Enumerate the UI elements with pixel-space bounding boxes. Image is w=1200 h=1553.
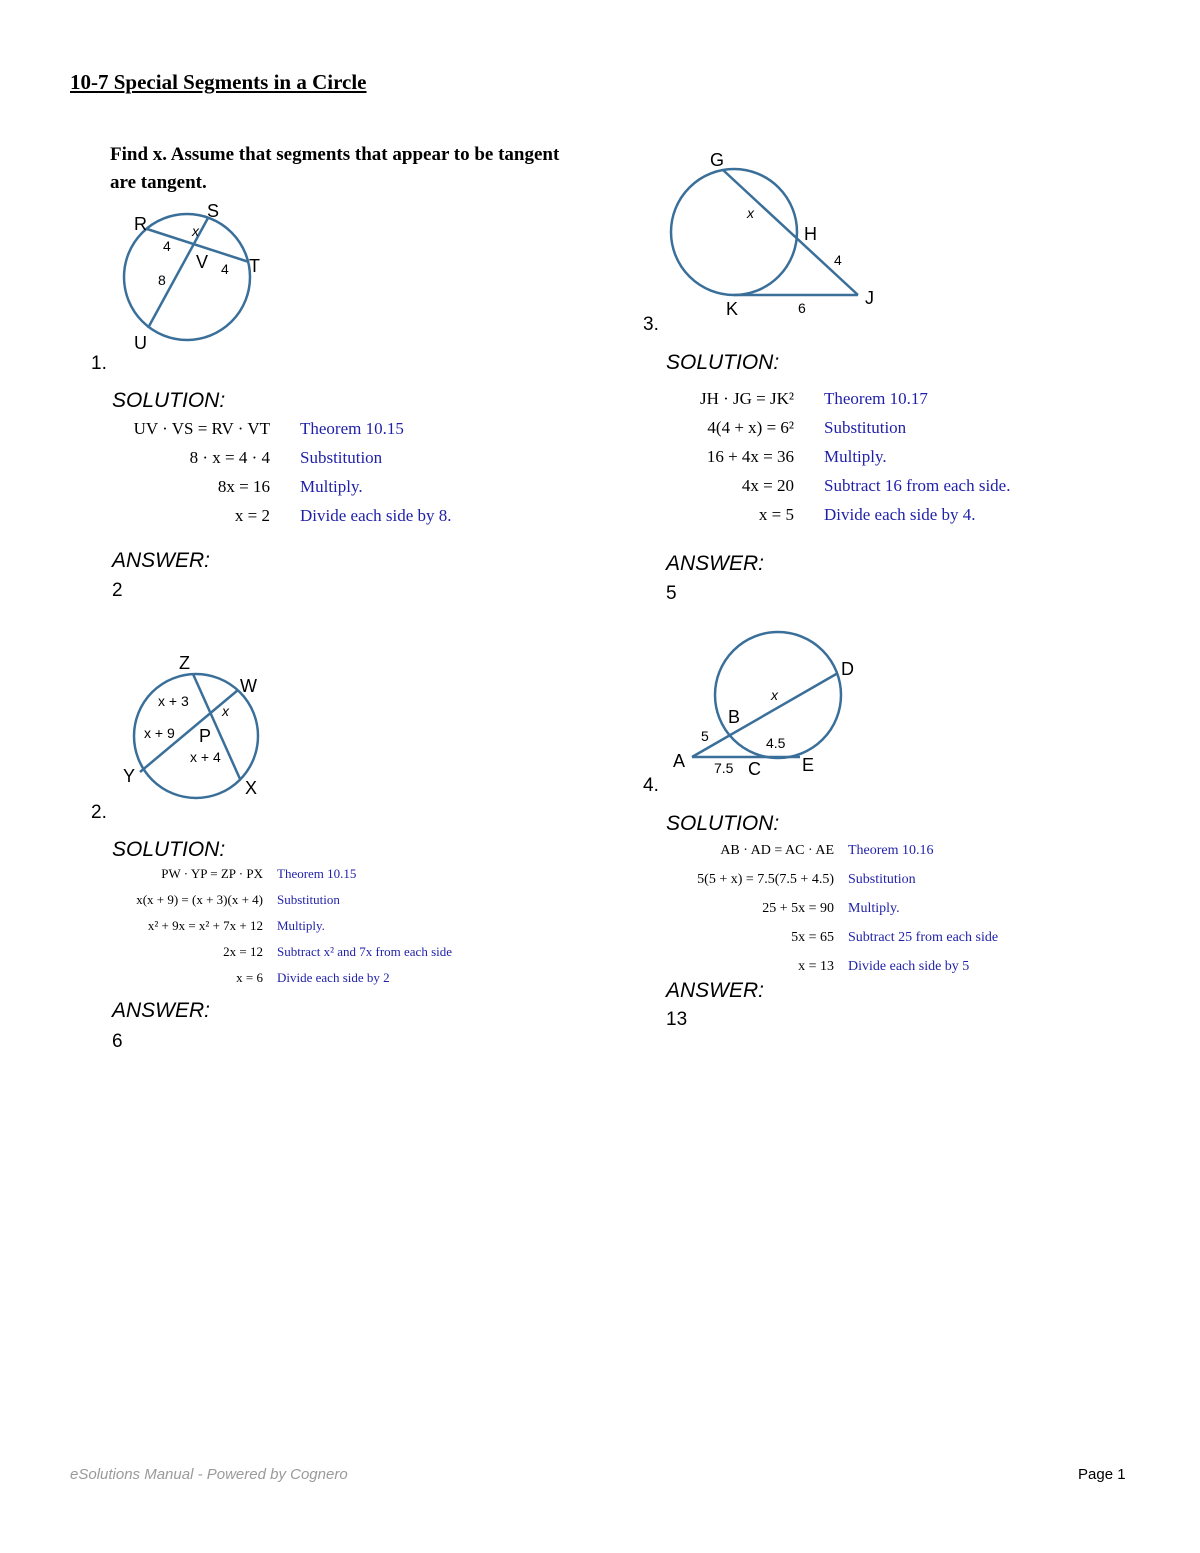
- step-row: [664, 952, 998, 981]
- step-reason: Theorem 10.16: [848, 842, 934, 858]
- step-reason: Multiply.: [277, 918, 325, 933]
- measure-ab: 5: [701, 728, 709, 744]
- solution-label: SOLUTION:: [112, 389, 226, 412]
- step-equation: JH · JG = JK²: [699, 388, 794, 408]
- step-reason: Divide each side by 5: [848, 958, 970, 974]
- step-row: [108, 861, 452, 887]
- secant-jg: [723, 170, 858, 295]
- step-equation: 4(4 + x) = 6²: [707, 417, 794, 437]
- chord-su: [148, 218, 208, 328]
- step-equation: x = 2: [234, 505, 270, 525]
- step-equation: 5x = 65: [791, 929, 834, 945]
- step-reason: Substitution: [277, 892, 340, 907]
- label-z: Z: [179, 653, 190, 673]
- step-row: [664, 836, 998, 865]
- step-equation: x² + 9x = x² + 7x + 12: [147, 918, 263, 933]
- step-reason: Multiply.: [300, 476, 363, 496]
- label-w: W: [240, 676, 257, 696]
- step-row: [664, 413, 1010, 442]
- step-reason: Substitution: [824, 417, 907, 437]
- label-v: V: [196, 252, 209, 272]
- solution-label: SOLUTION:: [666, 812, 780, 835]
- label-p: P: [199, 726, 212, 746]
- instructions: Find x. Assume that segments that appear to be tangent are tangent.: [110, 144, 560, 193]
- measure-rv: 4: [163, 238, 171, 254]
- answer-value: 13: [666, 1009, 688, 1030]
- measure-kj: 6: [798, 300, 806, 316]
- measure-gh: x: [747, 205, 754, 221]
- solution-steps-problem-2: [108, 861, 452, 991]
- label-y: Y: [123, 766, 136, 786]
- step-row: [110, 443, 452, 472]
- page-title: 10-7 Special Segments in a Circle: [70, 70, 367, 94]
- step-equation: 8 · x = 4 · 4: [189, 447, 270, 467]
- step-row: [664, 865, 998, 894]
- step-equation: x(x + 9) = (x + 3)(x + 4): [136, 892, 263, 907]
- label-t: T: [249, 256, 260, 276]
- step-equation: 8x = 16: [217, 476, 270, 496]
- step-reason: Subtract x² and 7x from each side: [277, 944, 453, 959]
- figure-problem-4: [665, 625, 875, 785]
- measure-vt: 4: [221, 261, 229, 277]
- step-reason: Divide each side by 4.: [824, 504, 976, 524]
- answer-value: 2: [112, 580, 123, 601]
- measure-uv: 8: [158, 272, 166, 288]
- step-equation: x = 6: [236, 970, 263, 985]
- step-row: [664, 471, 1010, 500]
- label-a: A: [673, 751, 686, 771]
- step-row: [110, 414, 452, 443]
- step-row: [108, 965, 452, 991]
- problem-2-number: 2.: [91, 802, 107, 823]
- step-reason: Substitution: [848, 871, 916, 887]
- step-row: [664, 923, 998, 952]
- step-equation: x = 5: [758, 504, 794, 524]
- solution-steps-problem-3: [664, 384, 1010, 529]
- answer-value: 5: [666, 583, 677, 604]
- measure-yp: x + 9: [144, 725, 175, 741]
- solution-steps-problem-4: [664, 836, 998, 981]
- solution-label: SOLUTION:: [666, 351, 780, 374]
- step-row: [664, 894, 998, 923]
- circle: [671, 169, 797, 295]
- measure-hj: 4: [834, 252, 842, 268]
- step-row: [108, 939, 452, 965]
- measure-zp: x + 3: [158, 693, 189, 709]
- measure-px: x + 4: [190, 749, 221, 765]
- step-row: [664, 384, 1010, 413]
- figure-problem-1: [110, 198, 280, 358]
- page-number: Page 1: [1078, 1466, 1126, 1483]
- step-reason: Theorem 10.15: [277, 866, 357, 881]
- step-equation: 2x = 12: [223, 944, 263, 959]
- step-reason: Substitution: [300, 447, 383, 467]
- step-reason: Divide each side by 2: [277, 970, 390, 985]
- step-reason: Theorem 10.17: [824, 388, 928, 408]
- measure-vs: x: [192, 223, 199, 239]
- footer-credit: eSolutions Manual - Powered by Cognero: [70, 1466, 348, 1483]
- step-row: [108, 913, 452, 939]
- measure-pw: x: [222, 703, 229, 719]
- figure-problem-3: [665, 145, 895, 325]
- step-equation: 16 + 4x = 36: [706, 446, 794, 466]
- step-row: [110, 501, 452, 530]
- step-reason: Divide each side by 8.: [300, 505, 452, 525]
- label-u: U: [134, 333, 147, 353]
- label-g: G: [710, 150, 725, 170]
- step-row: [664, 442, 1010, 471]
- label-b: B: [728, 707, 741, 727]
- solution-steps-problem-1: [110, 414, 452, 530]
- label-x: X: [245, 778, 258, 798]
- label-j: J: [865, 288, 874, 308]
- step-row: [108, 887, 452, 913]
- step-equation: 5(5 + x) = 7.5(7.5 + 4.5): [697, 871, 834, 887]
- measure-bd: x: [771, 687, 778, 703]
- answer-label: ANSWER:: [112, 549, 211, 572]
- step-equation: UV · VS = RV · VT: [133, 418, 270, 438]
- label-r: R: [134, 214, 147, 234]
- step-equation: 4x = 20: [741, 475, 794, 495]
- label-h: H: [804, 224, 817, 244]
- figure-problem-2: [110, 650, 280, 800]
- label-c: C: [748, 759, 761, 779]
- step-row: [664, 500, 1010, 529]
- measure-ce: 4.5: [766, 735, 786, 751]
- step-equation: AB · AD = AC · AE: [720, 842, 834, 858]
- label-e: E: [802, 755, 815, 775]
- step-reason: Subtract 16 from each side.: [824, 475, 1011, 495]
- step-reason: Multiply.: [824, 446, 887, 466]
- measure-ac: 7.5: [714, 760, 734, 776]
- answer-value: 6: [112, 1031, 123, 1052]
- label-k: K: [726, 299, 739, 319]
- step-reason: Theorem 10.15: [300, 418, 404, 438]
- step-row: [110, 472, 452, 501]
- problem-3-number: 3.: [643, 314, 659, 335]
- answer-label: ANSWER:: [112, 999, 211, 1022]
- step-reason: Subtract 25 from each side: [848, 929, 999, 945]
- solution-label: SOLUTION:: [112, 838, 226, 861]
- problem-4-number: 4.: [643, 775, 659, 796]
- step-reason: Multiply.: [848, 900, 900, 916]
- step-equation: PW · YP = ZP · PX: [161, 866, 263, 881]
- problem-1-number: 1.: [91, 353, 107, 374]
- answer-label: ANSWER:: [666, 979, 765, 1002]
- answer-label: ANSWER:: [666, 552, 765, 575]
- step-equation: x = 13: [798, 958, 834, 974]
- label-s: S: [207, 201, 220, 221]
- step-equation: 25 + 5x = 90: [762, 900, 834, 916]
- label-d: D: [841, 659, 854, 679]
